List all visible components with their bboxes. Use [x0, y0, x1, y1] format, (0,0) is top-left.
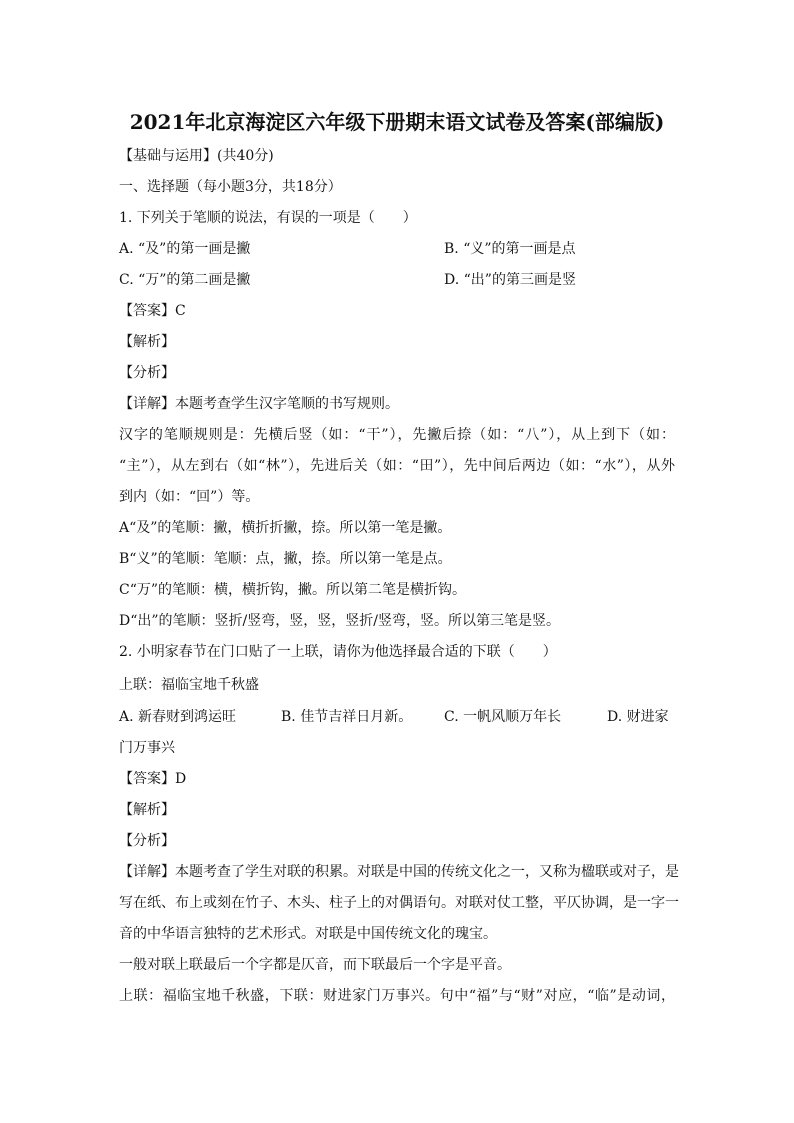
part-one-heading: 一、选择题（每小题3分，共18分）: [119, 179, 342, 195]
q1-detail: 【详解】本题考查学生汉字笔顺的书写规则。: [119, 396, 399, 412]
q1-option-c: C. “万”的第二画是撇: [119, 272, 251, 288]
q1-rule-line: 到内（如：“回”）等。: [119, 489, 260, 505]
q1-explanation-c: C“万”的笔顺：横，横折钩，撇。所以第二笔是横折钩。: [119, 582, 467, 598]
q2-option-d: D. 财进家: [607, 709, 669, 725]
q2-detail-line: 音的中华语言独特的艺术形式。对联是中国传统文化的瑰宝。: [119, 926, 497, 942]
q2-rule: 一般对联上联最后一个字都是仄音，而下联最后一个字是平音。: [119, 957, 511, 973]
q2-option-b: B. 佳节吉祥日月新。: [281, 709, 413, 725]
q2-jiexi-label: 【解析】: [119, 802, 175, 818]
q2-option-d-continued: 门万事兴: [119, 740, 175, 756]
q1-option-b: B. “义”的第一画是点: [444, 241, 576, 257]
question-2-stem: 2. 小明家春节在门口贴了一上联，请你为他选择最合适的下联（ ）: [119, 644, 557, 660]
q1-rule-line: “主”），从左到右（如“林”），先进后关（如：“田”），先中间后两边（如：“水”），从外: [119, 458, 675, 474]
q2-option-a: A. 新春财到鸿运旺: [119, 709, 237, 725]
q2-option-c: C. 一帆风顺万年长: [444, 709, 562, 725]
q2-fenxi-label: 【分析】: [119, 833, 175, 849]
q2-last-line: 上联：福临宝地千秋盛，下联：财进家门万事兴。句中“福”与“财”对应，“临”是动词，: [119, 988, 675, 1004]
q1-explanation-b: B“义”的笔顺：笔顺：点，撇，捺。所以第一笔是点。: [119, 551, 452, 567]
q1-fenxi-label: 【分析】: [119, 365, 175, 381]
q1-option-d: D. “出”的第三画是竖: [444, 272, 576, 288]
q2-detail-line: 写在纸、布上或刻在竹子、木头、柱子上的对偶语句。对联对仗工整，平仄协调，是一字一: [119, 895, 679, 911]
q2-detail-line: 【详解】本题考查了学生对联的积累。对联是中国的传统文化之一，又称为楹联或对子，是: [119, 864, 679, 880]
q1-explanation-d: D“出”的笔顺：竖折/竖弯，竖，竖，竖折/竖弯，竖。所以第三笔是竖。: [119, 613, 560, 629]
q1-answer: 【答案】C: [119, 303, 186, 319]
q2-couplet: 上联：福临宝地千秋盛: [119, 677, 259, 693]
q1-explanation-a: A“及”的笔顺：撇，横折折撇，捺。所以第一笔是撇。: [119, 520, 452, 536]
document-title: 2021年北京海淀区六年级下册期末语文试卷及答案(部编版): [129, 110, 665, 134]
q2-answer: 【答案】D: [119, 771, 187, 787]
section-header: 【基础与运用】(共40分): [119, 148, 274, 164]
q1-jiexi-label: 【解析】: [119, 334, 175, 350]
q1-rule-line: 汉字的笔顺规则是：先横后竖（如：“干”），先撇后捺（如：“八”），从上到下（如：: [119, 427, 675, 443]
q1-option-a: A. “及”的第一画是撇: [119, 241, 251, 257]
question-1-stem: 1. 下列关于笔顺的说法，有误的一项是（ ）: [119, 210, 417, 226]
